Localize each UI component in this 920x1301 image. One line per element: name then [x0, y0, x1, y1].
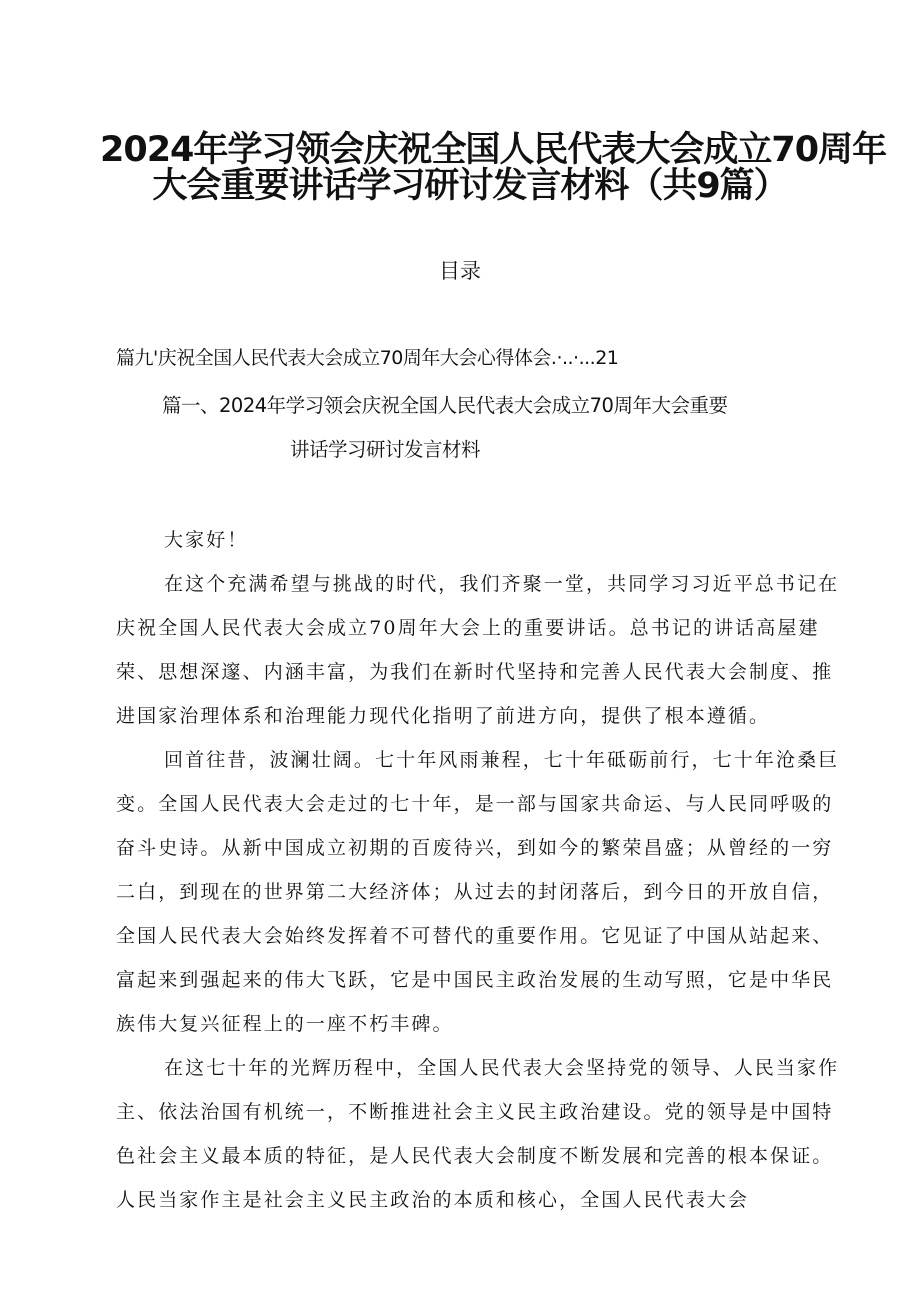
document-title-line1: 2024年学习领会庆祝全国人民代表大会成立70周年 — [100, 130, 887, 170]
body-paragraph-2: 回首往昔，波澜壮阔。七十年风雨兼程，七十年砥砺前行，七十年沧桑巨变。全国人民代表大会走过的七十年，是一部与国家共命运、与人民同呼吸的奋斗史诗。从新中国成立初期的百废待兴，到如今的繁荣昌盛；从曾经的一穷二白，到现在的世界第二大经济体；从过去的封闭落后，到今日的开放自信，全国人民代表大会始终发挥着不可替代的重要作用。它见证了中国从站起来、富起来到强起来的伟大飞跃，它是中国民主政治发展的生动写照，它是中华民族伟大复兴征程上的一座不朽丰碑。 — [116, 749, 840, 1035]
document-title-line2: 大会重要讲话学习研讨发言材料（共9篇） — [152, 166, 788, 206]
toc-heading: 目录 — [439, 259, 481, 283]
body-paragraph-1: 在这个充满希望与挑战的时代，我们齐聚一堂，共同学习习近平总书记在庆祝全国人民代表大会成立70周年大会上的重要讲话。总书记的讲话高屋建荣、思想深邃、内涵丰富，为我们在新时代坚持和完善人民代表大会制度、推进国家治理体系和治理能力现代化指明了前进方向，提供了根本遵循。 — [116, 573, 840, 727]
section-title-line2: 讲话学习研讨发言材料 — [290, 438, 481, 461]
body-paragraph-3: 在这七十年的光辉历程中，全国人民代表大会坚持党的领导、人民当家作主、依法治国有机统一，不断推进社会主义民主政治建设。党的领导是中国特色社会主义最本质的特征，是人民代表大会制度不断发展和完善的根本保证。人民当家作主是社会主义民主政治的本质和核心，全国人民代表大会 — [116, 1057, 840, 1211]
section-title-line1: 篇一、2024年学习领会庆祝全国人民代表大会成立70周年大会重要 — [162, 394, 728, 417]
greeting: 大家好！ — [164, 529, 249, 551]
toc-entry[interactable]: 篇九'庆祝全国人民代表大会成立70周年大会心得体会.·..·...21 — [116, 347, 619, 369]
